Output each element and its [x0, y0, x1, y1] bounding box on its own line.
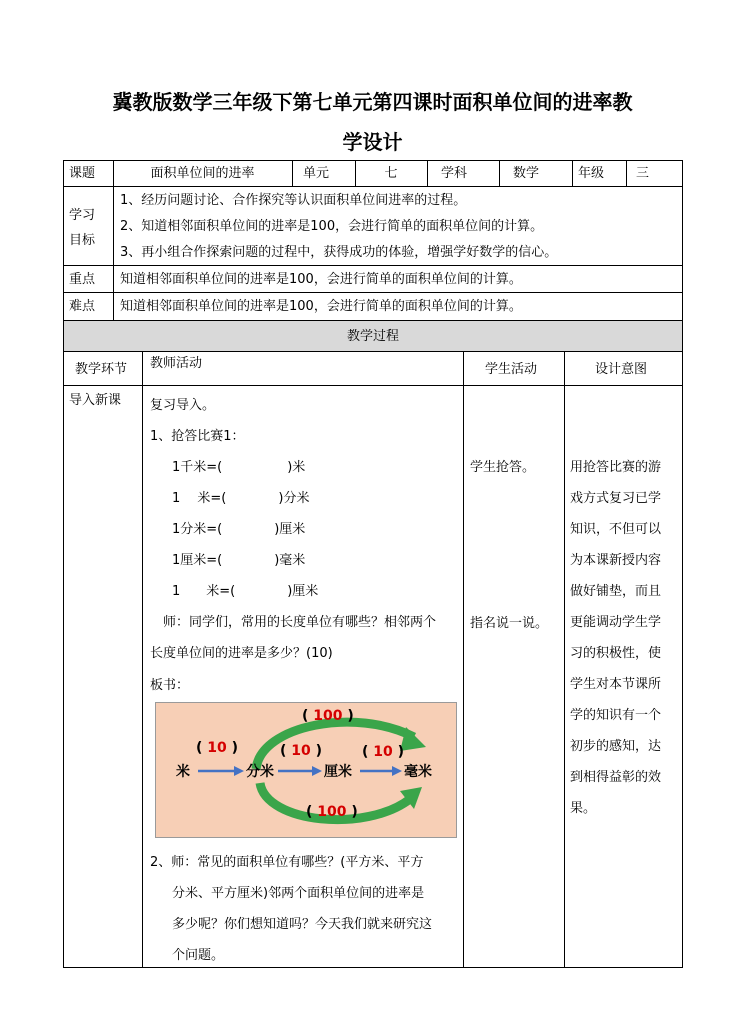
intent-line: 用抢答比赛的游: [570, 460, 662, 475]
rate-label-top: ( 100 ): [302, 708, 354, 724]
document-title-line2: 学设计: [342, 130, 403, 154]
intent-line: 为本课新授内容: [570, 553, 662, 568]
intent-line: 知识，不但可以: [570, 522, 662, 537]
objective-item: 2、知道相邻面积单位间的进率是100，会进行简单的面积单位间的计算。: [120, 219, 544, 234]
teacher-q2: 分米、平方厘米)邻两个面积单位间的进率是: [172, 886, 425, 901]
unit-conversion-diagram: [155, 702, 457, 838]
student-activity: 指名说一说。: [470, 616, 549, 631]
teacher-q2: 2、师：常见的面积单位有哪些？(平方米、平方: [150, 855, 424, 870]
teacher-intro: 复习导入。: [150, 398, 216, 413]
difficult-point-text: 知道相邻面积单位间的进率是100，会进行简单的面积单位间的计算。: [120, 299, 522, 314]
rate-label: ( 10 ): [280, 743, 323, 759]
objective-item: 1、经历问题讨论、合作探究等认识面积单位间进率的过程。: [120, 193, 467, 208]
unit-label: 单元: [303, 166, 330, 181]
intent-line: 习的积极性，使: [570, 646, 662, 661]
col-student: 学生活动: [485, 362, 538, 377]
equation-line: 1 米=( )厘米: [172, 584, 319, 599]
unit-label: 厘米: [324, 764, 352, 780]
unit-label: 毫米: [404, 764, 432, 780]
objectives-label-1: 学习: [69, 208, 96, 223]
key-point-text: 知道相邻面积单位间的进率是100，会进行简单的面积单位间的计算。: [120, 272, 522, 287]
equation-line: 1 米=( )分米: [172, 491, 310, 506]
intent-line: 做好铺垫，而且: [570, 584, 662, 599]
stage-name: 导入新课: [69, 393, 122, 408]
document-title-line1: 冀教版数学三年级下第七单元第四课时面积单位间的进率教: [112, 90, 633, 114]
intent-line: 初步的感知，达: [570, 739, 662, 754]
teacher-talk: 长度单位间的进率是多少？(10): [150, 646, 333, 661]
equation-line: 1千米=( )米: [172, 460, 306, 475]
teacher-q2: 个问题。: [172, 948, 225, 963]
student-activity: 学生抢答。: [470, 460, 536, 475]
intent-line: 学的知识有一个: [570, 708, 662, 723]
teacher-q2: 多少呢？你们想知道吗？今天我们就来研究这: [172, 917, 433, 932]
col-teacher: 教师活动: [150, 356, 203, 371]
objective-item: 3、再小组合作探索问题的过程中，获得成功的体验，增强学好数学的信心。: [120, 245, 558, 260]
rate-label-bottom: ( 100 ): [306, 804, 358, 820]
unit-value: 七: [384, 166, 398, 181]
intent-line: 更能调动学生学: [570, 615, 662, 630]
topic-value: 面积单位间的进率: [150, 166, 255, 181]
col-stage: 教学环节: [75, 362, 128, 377]
grade-value: 三: [636, 166, 650, 181]
intent-line: 果。: [570, 801, 597, 816]
intent-line: 学生对本节课所: [570, 677, 662, 692]
unit-label: 米: [176, 764, 190, 780]
board-label: 板书：: [150, 678, 190, 693]
key-point-label: 重点: [69, 272, 96, 287]
objectives-label-2: 目标: [69, 233, 96, 248]
equation-line: 1厘米=( )毫米: [172, 553, 306, 568]
intent-line: 到相得益彰的效: [570, 770, 662, 785]
subject-label: 学科: [441, 166, 468, 181]
intent-line: 戏方式复习已学: [570, 491, 662, 506]
subject-value: 数学: [513, 166, 540, 181]
process-header: 教学过程: [346, 329, 399, 344]
unit-label: 分米: [246, 764, 274, 780]
teacher-talk: 师：同学们，常用的长度单位有哪些？相邻两个: [150, 615, 437, 630]
grade-label: 年级: [578, 166, 605, 181]
difficult-point-label: 难点: [69, 299, 96, 314]
rate-label: ( 10 ): [362, 744, 405, 760]
teacher-q1: 1、抢答比赛1：: [150, 429, 245, 444]
topic-label: 课题: [69, 166, 96, 181]
rate-label: ( 10 ): [196, 740, 239, 756]
equation-line: 1分米=( )厘米: [172, 522, 306, 537]
col-intent: 设计意图: [595, 362, 648, 377]
